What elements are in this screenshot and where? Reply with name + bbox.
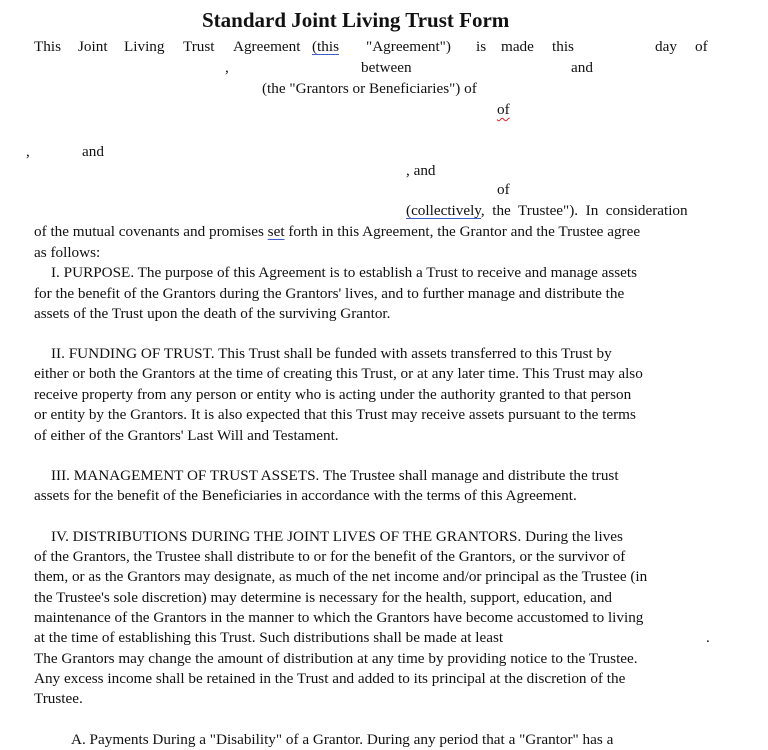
distributions-line: them, or as the Grantors may designate, as much of the net income and/or principal as the Trustee (in bbox=[34, 568, 648, 585]
funding-line: receive property from any person or entity who is acting under the authority granted to that person bbox=[34, 386, 632, 403]
payments-line: A. Payments During a "Disability" of a Grantor. During any period that a "Grantor" has a bbox=[71, 731, 614, 748]
intro-word: (this bbox=[312, 38, 340, 55]
intro-word: of bbox=[695, 38, 708, 55]
intro-and: and bbox=[82, 143, 104, 160]
management-line: III. MANAGEMENT OF TRUST ASSETS. The Trustee shall manage and distribute the trust bbox=[51, 467, 619, 484]
set-word: set bbox=[267, 223, 285, 240]
intro-word: is bbox=[476, 38, 487, 55]
funding-line: of either of the Grantors' Last Will and Testament. bbox=[34, 427, 339, 444]
document-title: Standard Joint Living Trust Form bbox=[202, 8, 510, 32]
intro-word: This bbox=[34, 38, 62, 55]
purpose-line: for the benefit of the Grantors during the Grantors' lives, and to further manage and distribute the bbox=[34, 285, 625, 302]
intro-mutual-line bbox=[34, 222, 640, 242]
intro-word: Agreement bbox=[233, 38, 301, 55]
intro-word: Joint bbox=[78, 38, 108, 55]
management-line: assets for the benefit of the Beneficiaries in accordance with the terms of this Agreement. bbox=[34, 487, 577, 504]
distributions-line: the Trustee's sole discretion) may determine is necessary for the health, support, education, and bbox=[34, 589, 613, 606]
funding-line: either or both the Grantors at the time of creating this Trust, or at any later time. This Trust may also bbox=[34, 365, 643, 382]
distributions-line: of the Grantors, the Trustee shall distribute to or for the benefit of the Grantors, or the survivor of bbox=[34, 548, 626, 565]
intro-word: "Agreement") bbox=[366, 38, 451, 55]
distributions-line: Any excess income shall be retained in the Trust and added to its principal at the discretion of the bbox=[34, 670, 626, 687]
distributions-line: Trustee. bbox=[34, 690, 83, 707]
distributions-line: maintenance of the Grantors in the manner to which the Grantors have become accustomed to living bbox=[34, 609, 644, 626]
distributions-line: IV. DISTRIBUTIONS DURING THE JOINT LIVES OF THE GRANTORS. During the lives bbox=[51, 528, 623, 545]
intro-as-follows: as follows: bbox=[34, 244, 101, 261]
intro-collectively-line bbox=[406, 201, 688, 221]
purpose-line: I. PURPOSE. The purpose of this Agreement is to establish a Trust to receive and manage assets bbox=[51, 264, 638, 281]
funding-line: II. FUNDING OF TRUST. This Trust shall be funded with assets transferred to this Trust by bbox=[51, 345, 612, 362]
collectively-word: collectively bbox=[411, 202, 481, 219]
intro-of: of bbox=[497, 181, 510, 198]
funding-line: or entity by the Grantors. It is also expected that this Trust may receive assets pursuant to the terms bbox=[34, 406, 636, 423]
intro-comma: , bbox=[26, 143, 30, 160]
intro-word: day bbox=[655, 38, 677, 55]
distributions-line: The Grantors may change the amount of distribution at any time by providing notice to the Trustee. bbox=[34, 650, 638, 667]
intro-and: and bbox=[571, 59, 593, 76]
intro-and: , and bbox=[406, 162, 436, 179]
intro-word: made bbox=[501, 38, 534, 55]
intro-of: of bbox=[497, 101, 510, 118]
intro-word: Trust bbox=[183, 38, 215, 55]
collectively-rest: , the Trustee"). In consideration bbox=[480, 202, 688, 219]
intro-word: this bbox=[552, 38, 574, 55]
mutual-b: forth in this Agreement, the Grantor and the Trustee agree bbox=[284, 223, 641, 240]
purpose-line: assets of the Trust upon the death of the surviving Grantor. bbox=[34, 305, 391, 322]
mutual-a: of the mutual covenants and promises bbox=[34, 223, 268, 240]
intro-word: Living bbox=[124, 38, 165, 55]
intro-comma: , bbox=[225, 59, 229, 76]
intro-grantors: (the "Grantors or Beneficiaries") of bbox=[262, 80, 477, 97]
intro-between: between bbox=[361, 59, 412, 76]
paren: ( bbox=[406, 202, 412, 219]
distributions-period: . bbox=[706, 629, 710, 646]
distributions-line: at the time of establishing this Trust. Such distributions shall be made at least bbox=[34, 629, 504, 646]
